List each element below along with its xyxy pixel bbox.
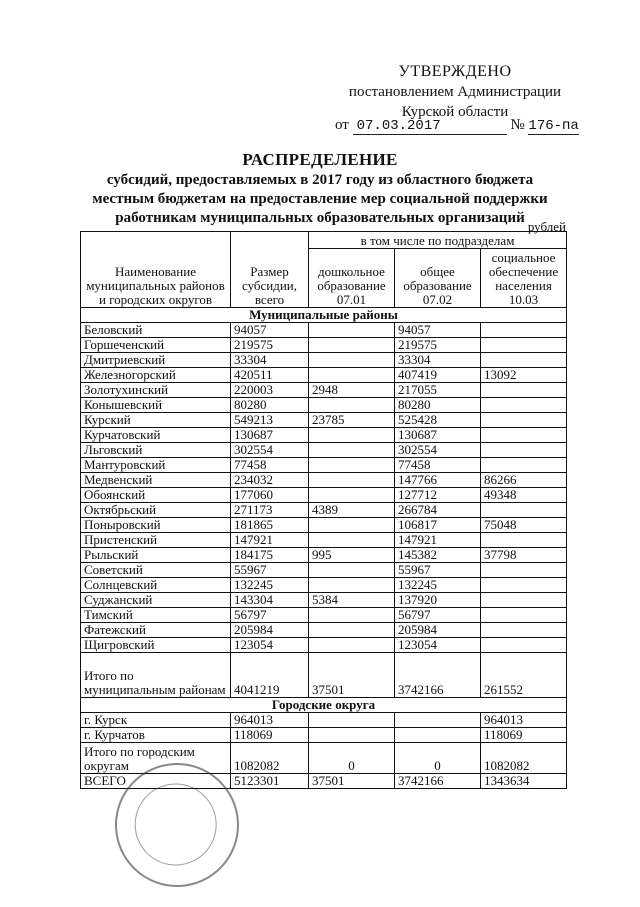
social-cell [481, 398, 567, 413]
social-cell: 49348 [481, 488, 567, 503]
general-cell: 33304 [395, 353, 481, 368]
name-cell: Советский [81, 563, 231, 578]
name-cell: Рыльский [81, 548, 231, 563]
social-cell [481, 443, 567, 458]
general-cell: 123054 [395, 638, 481, 653]
social-cell [481, 608, 567, 623]
total-cell: 184175 [231, 548, 309, 563]
name-cell: Солнцевский [81, 578, 231, 593]
general-cell: 132245 [395, 578, 481, 593]
preschool-cell [309, 338, 395, 353]
total-cell: 220003 [231, 383, 309, 398]
table-row [81, 728, 567, 743]
general-cell: 80280 [395, 398, 481, 413]
total-cell: 132245 [231, 578, 309, 593]
social-cell [481, 563, 567, 578]
preschool-cell [309, 713, 395, 728]
total-cell: 964013 [231, 713, 309, 728]
social-cell: 1082082 [481, 743, 567, 774]
header-social: социальное обеспечение населения 10.03 [481, 249, 567, 308]
preschool-cell [309, 398, 395, 413]
table-row [81, 548, 567, 563]
preschool-cell [309, 728, 395, 743]
table-row [81, 713, 567, 728]
social-cell [481, 353, 567, 368]
approval-line-2: Курской области [401, 104, 509, 120]
social-cell: 86266 [481, 473, 567, 488]
total-cell: 123054 [231, 638, 309, 653]
table-row [81, 638, 567, 653]
table-row [81, 593, 567, 608]
name-cell: Поныровский [81, 518, 231, 533]
approval-block [330, 62, 580, 122]
preschool-cell: 23785 [309, 413, 395, 428]
table-row [81, 623, 567, 638]
social-cell: 37798 [481, 548, 567, 563]
total-cell: 302554 [231, 443, 309, 458]
distribution-table [80, 231, 567, 789]
general-cell: 147766 [395, 473, 481, 488]
name-cell: г. Курчатов [81, 728, 231, 743]
total-cell: 77458 [231, 458, 309, 473]
table-row [81, 323, 567, 338]
section-header-row [81, 308, 567, 323]
table-row [81, 383, 567, 398]
table-row [81, 473, 567, 488]
table-row [81, 533, 567, 548]
table-row [81, 563, 567, 578]
name-cell: Горшеченский [81, 338, 231, 353]
decree-date-number [335, 117, 580, 135]
table-row [81, 608, 567, 623]
name-cell: Суджанский [81, 593, 231, 608]
total-cell: 56797 [231, 608, 309, 623]
table-row [81, 653, 567, 698]
approval-title: УТВЕРЖДЕНО [398, 63, 512, 80]
social-cell [481, 593, 567, 608]
total-cell: 219575 [231, 338, 309, 353]
general-cell: 106817 [395, 518, 481, 533]
document-heading [60, 149, 580, 228]
total-cell: 177060 [231, 488, 309, 503]
name-cell: Пристенский [81, 533, 231, 548]
total-cell: 55967 [231, 563, 309, 578]
name-cell: Тимский [81, 608, 231, 623]
header-total: Размер субсидии, всего [231, 232, 309, 308]
name-cell: Золотухинский [81, 383, 231, 398]
decree-date: 07.03.2017 [353, 118, 507, 135]
preschool-cell [309, 608, 395, 623]
header-name: Наименование муниципальных районов и городских округов [81, 232, 231, 308]
preschool-cell [309, 488, 395, 503]
table-row [81, 774, 567, 789]
social-cell [481, 578, 567, 593]
name-cell: Итого по городским округам [81, 743, 231, 774]
table-row [81, 338, 567, 353]
name-cell: Дмитриевский [81, 353, 231, 368]
header-general: общее образование 07.02 [395, 249, 481, 308]
preschool-cell: 37501 [309, 774, 395, 789]
preschool-cell [309, 563, 395, 578]
section-title: Муниципальные районы [81, 308, 567, 323]
total-cell: 143304 [231, 593, 309, 608]
total-cell: 5123301 [231, 774, 309, 789]
social-cell [481, 623, 567, 638]
section-title: Городские округа [81, 698, 567, 713]
table-row [81, 413, 567, 428]
table-row [81, 743, 567, 774]
social-cell [481, 338, 567, 353]
social-cell: 1343634 [481, 774, 567, 789]
table-row [81, 353, 567, 368]
total-cell: 549213 [231, 413, 309, 428]
preschool-cell [309, 458, 395, 473]
preschool-cell [309, 638, 395, 653]
table-row [81, 428, 567, 443]
total-cell: 205984 [231, 623, 309, 638]
general-cell: 130687 [395, 428, 481, 443]
general-cell: 219575 [395, 338, 481, 353]
general-cell: 3742166 [395, 653, 481, 698]
social-cell [481, 503, 567, 518]
approval-line-1: постановлением Администрации [348, 84, 562, 100]
table-row [81, 503, 567, 518]
social-cell [481, 533, 567, 548]
total-cell: 118069 [231, 728, 309, 743]
date-prefix: от [335, 117, 349, 133]
name-cell: Беловский [81, 323, 231, 338]
heading-line-2: местным бюджетам на предоставление мер социальной поддержки [92, 191, 548, 207]
name-cell: Конышевский [81, 398, 231, 413]
name-cell: Мантуровский [81, 458, 231, 473]
preschool-cell [309, 368, 395, 383]
name-cell: Обоянский [81, 488, 231, 503]
table-row [81, 443, 567, 458]
social-cell [481, 413, 567, 428]
social-cell: 75048 [481, 518, 567, 533]
general-cell: 3742166 [395, 774, 481, 789]
name-cell: Курчатовский [81, 428, 231, 443]
name-cell: Итого по муниципальным районам [81, 653, 231, 698]
preschool-cell [309, 533, 395, 548]
number-prefix: № [510, 117, 525, 133]
currency-unit: рублей [527, 219, 566, 234]
social-cell: 13092 [481, 368, 567, 383]
preschool-cell [309, 623, 395, 638]
table-row [81, 368, 567, 383]
general-cell: 145382 [395, 548, 481, 563]
preschool-cell: 2948 [309, 383, 395, 398]
general-cell: 56797 [395, 608, 481, 623]
total-cell: 94057 [231, 323, 309, 338]
table-row [81, 578, 567, 593]
general-cell [395, 728, 481, 743]
total-cell: 181865 [231, 518, 309, 533]
social-cell [481, 458, 567, 473]
preschool-cell: 37501 [309, 653, 395, 698]
preschool-cell: 0 [309, 743, 395, 774]
total-cell: 80280 [231, 398, 309, 413]
general-cell: 0 [395, 743, 481, 774]
heading-line-3: работникам муниципальных образовательных организаций [115, 210, 525, 226]
general-cell: 266784 [395, 503, 481, 518]
social-cell: 261552 [481, 653, 567, 698]
name-cell: Октябрьский [81, 503, 231, 518]
preschool-cell [309, 518, 395, 533]
general-cell: 302554 [395, 443, 481, 458]
name-cell: Фатежский [81, 623, 231, 638]
preschool-cell [309, 443, 395, 458]
total-cell: 33304 [231, 353, 309, 368]
general-cell: 147921 [395, 533, 481, 548]
table-row [81, 398, 567, 413]
table-row [81, 488, 567, 503]
general-cell: 217055 [395, 383, 481, 398]
general-cell: 55967 [395, 563, 481, 578]
general-cell: 205984 [395, 623, 481, 638]
name-cell: Железногорский [81, 368, 231, 383]
name-cell: Медвенский [81, 473, 231, 488]
general-cell [395, 713, 481, 728]
table-row [81, 458, 567, 473]
preschool-cell [309, 428, 395, 443]
total-cell: 420511 [231, 368, 309, 383]
social-cell [481, 638, 567, 653]
name-cell: Щигровский [81, 638, 231, 653]
header-group: в том числе по подразделам [309, 232, 567, 249]
general-cell: 77458 [395, 458, 481, 473]
total-cell: 234032 [231, 473, 309, 488]
preschool-cell: 995 [309, 548, 395, 563]
document-title: РАСПРЕДЕЛЕНИЕ [242, 150, 398, 169]
header-preschool: дошкольное образование 07.01 [309, 249, 395, 308]
name-cell: г. Курск [81, 713, 231, 728]
name-cell: ВСЕГО [81, 774, 231, 789]
general-cell: 94057 [395, 323, 481, 338]
general-cell: 525428 [395, 413, 481, 428]
section-header-row [81, 698, 567, 713]
general-cell: 127712 [395, 488, 481, 503]
preschool-cell [309, 578, 395, 593]
preschool-cell [309, 473, 395, 488]
name-cell: Курский [81, 413, 231, 428]
total-cell: 4041219 [231, 653, 309, 698]
preschool-cell [309, 353, 395, 368]
social-cell: 964013 [481, 713, 567, 728]
decree-number: 176-па [528, 118, 579, 134]
general-cell: 137920 [395, 593, 481, 608]
social-cell [481, 428, 567, 443]
table-row [81, 518, 567, 533]
preschool-cell [309, 323, 395, 338]
social-cell [481, 383, 567, 398]
total-cell: 130687 [231, 428, 309, 443]
preschool-cell: 4389 [309, 503, 395, 518]
social-cell: 118069 [481, 728, 567, 743]
general-cell: 407419 [395, 368, 481, 383]
name-cell: Льговский [81, 443, 231, 458]
total-cell: 147921 [231, 533, 309, 548]
total-cell: 271173 [231, 503, 309, 518]
heading-line-1: субсидий, предоставляемых в 2017 году из областного бюджета [106, 172, 534, 188]
preschool-cell: 5384 [309, 593, 395, 608]
total-cell: 1082082 [231, 743, 309, 774]
social-cell [481, 323, 567, 338]
